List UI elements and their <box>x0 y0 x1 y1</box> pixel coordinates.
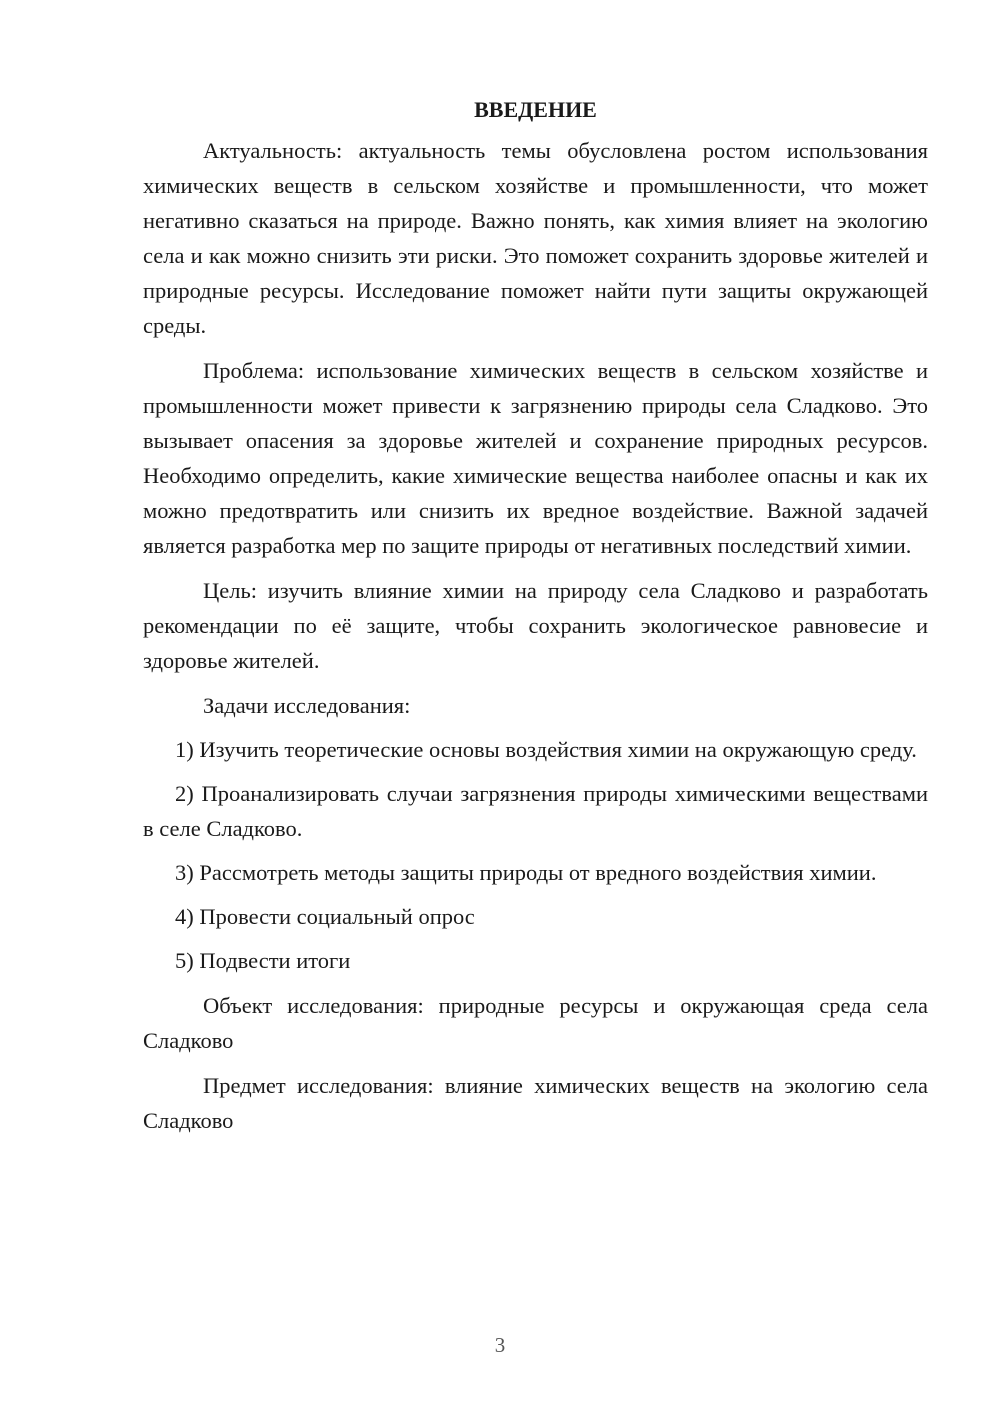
page-number: 3 <box>494 1333 506 1357</box>
paragraph-problem: Проблема: использование химических веществ в сельском хозяйстве и промышленности может привести к загрязнению природы села Сладково. Это вызывает опасения за здоровье жителей и сохранение природных ресурсов. Необходимо определить, какие химические вещества наиболее опасны и как их можно предотвратить или снизить их вредное воздействие. Важной задачей является разработка мер по защите природы от негативных последствий химии. <box>143 358 928 558</box>
paragraph-goal: Цель: изучить влияние химии на природу села Сладково и разработать рекомендации по её защите, чтобы сохранить экологическое равновесие и здоровье жителей. <box>143 578 928 673</box>
tasks-list <box>143 732 928 978</box>
section-title: ВВЕДЕНИЕ <box>474 97 597 122</box>
task-item: 4) Провести социальный опрос <box>175 904 475 929</box>
task-item: 3) Рассмотреть методы защиты природы от вредного воздействия химии. <box>175 860 877 885</box>
task-item: 2) Проанализировать случаи загрязнения природы химическими веществами в селе Сладково. <box>143 781 928 841</box>
task-item: 1) Изучить теоретические основы воздействия химии на окружающую среду. <box>175 737 917 762</box>
task-item: 5) Подвести итоги <box>175 948 351 973</box>
paragraph-subject: Предмет исследования: влияние химических веществ на экологию села Сладково <box>143 1073 928 1133</box>
tasks-heading: Задачи исследования: <box>203 693 411 718</box>
paragraph-object: Объект исследования: природные ресурсы и окружающая среда села Сладково <box>143 993 928 1053</box>
paragraph-relevance: Актуальность: актуальность темы обусловлена ростом использования химических веществ в сельском хозяйстве и промышленности, что может негативно сказаться на природе. Важно понять, как химия влияет на экологию села и как можно снизить эти риски. Это поможет сохранить здоровье жителей и природные ресурсы. Исследование поможет найти пути защиты окружающей среды. <box>143 138 928 338</box>
document-page <box>143 92 928 1138</box>
